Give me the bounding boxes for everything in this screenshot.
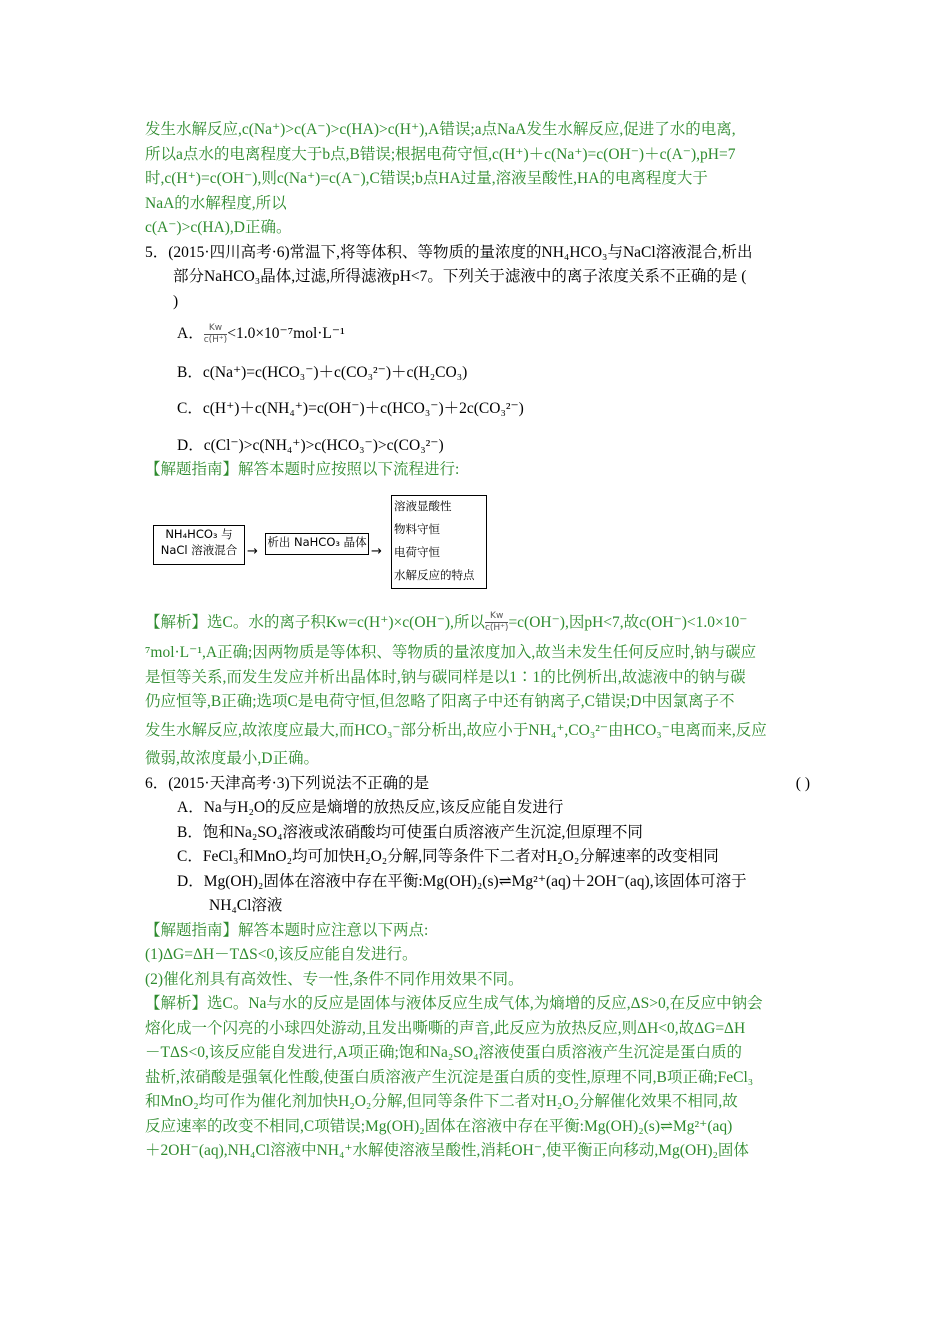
q6-guide [145,919,810,993]
q6-stem-text: 6．(2015·天津高考·3)下列说法不正确的是 [145,774,430,792]
q5-option-a [177,322,810,347]
arrow-right-icon: → [371,543,382,559]
flow-principle: 电荷守恒 [394,544,440,559]
intro-line: 时,c(H⁺)=c(OH⁻),则c(Na⁺)=c(A⁻),C错误;b点HA过量,溶液呈酸性,HA的电离程度大于 [145,170,708,187]
q6-option-d: D．Mg(OH)₂固体在溶液中存在平衡:Mg(OH)₂(s)⇌Mg²⁺(aq)＋2OH⁻(aq),该固体可溶于 [177,872,747,890]
q5-stem-line: 部分NaHCO₃晶体,过滤,所得滤液pH<7。下列关于滤液中的离子浓度关系不正确的是 ( [173,268,747,285]
flow-box-text: NH₄HCO₃ 与 [165,526,233,541]
arrow-right-icon: → [247,543,258,559]
analysis-line: 反应速率的改变不相同,C项错误;Mg(OH)₂固体在溶液中存在平衡:Mg(OH)₂(s)⇌Mg²⁺(aq) [145,1117,733,1135]
analysis-line [145,611,810,636]
intro-paragraph [145,118,810,241]
intro-line: 发生水解反应,c(Na⁺)>c(A⁻)>c(HA)>c(H⁺),A错误;a点NaA发生水解反应,促进了水的电离, [145,121,736,138]
document-page [145,118,810,1164]
analysis-text: 【解析】选C。水的离子积Kw=c(H⁺)×c(OH⁻),所以 [145,613,485,631]
intro-line: c(A⁻)>c(HA),D正确。 [145,219,292,236]
fraction-numerator: Kw [204,323,228,335]
q6-option-c: C．FeCl₃和MnO₂均可加快H₂O₂分解,同等条件下二者对H₂O₂分解速率的改变相同 [177,848,719,865]
answer-bracket: ( ) [795,774,810,792]
q5-option-c: C．c(H⁺)＋c(NH₄⁺)=c(OH⁻)＋c(HCO₃⁻)＋2c(CO₃²⁻) [177,400,524,417]
analysis-line: 是恒等关系,而发生发应并析出晶体时,钠与碳同样是以1∶1的比例析出,故滤液中的钠与碳 [145,668,746,686]
analysis-line: 熔化成一个闪亮的小球四处游动,且发出嘶嘶的声音,此反应为放热反应,则ΔH<0,故ΔG=ΔH [145,1019,746,1037]
flow-principle: 水解反应的特点 [394,567,475,582]
guide-point: (1)ΔG=ΔH－TΔS<0,该反应能自发进行。 [145,946,418,963]
question-5 [145,241,810,772]
q6-option-d-cont: NH₄Cl溶液 [209,897,283,914]
analysis-line: 【解析】选C。Na与水的反应是固体与液体反应生成气体,为熵增的反应,ΔS>0,在反应中钠会 [145,995,763,1012]
kw-fraction [485,611,509,634]
flow-box-principles [391,495,487,589]
fraction-denominator: c(H⁺) [203,334,228,345]
q6-option-b: B．饱和Na₂SO₄溶液或浓硝酸均可使蛋白质溶液产生沉淀,但原理不同 [177,823,643,841]
option-a-text: <1.0×10⁻⁷mol·L⁻¹ [227,325,345,342]
q5-analysis [145,611,810,772]
flow-principle: 溶液显酸性 [394,498,452,513]
guide-point: (2)催化剂具有高效性、专一性,条件不同作用效果不同。 [145,970,524,988]
analysis-line: ⁷mol·L⁻¹,A正确;因两物质是等体积、等物质的量浓度加入,故当未发生任何反应时,钠与碳应 [145,644,757,661]
flow-box-text: NaCl 溶液混合 [160,542,238,557]
fraction-numerator: Kw [485,611,509,623]
kw-fraction [204,323,228,346]
flow-box-mix [153,525,245,565]
fraction-denominator: c(H⁺) [484,623,509,634]
q6-stem [145,772,810,797]
q5-stem-line: 5．(2015·四川高考·6)常温下,将等体积、等物质的量浓度的NH₄HCO₃与NaCl溶液混合,析出 [145,243,753,261]
intro-line: NaA的水解程度,所以 [145,194,287,212]
q6-option-a: A．Na与H₂O的反应是熵增的放热反应,该反应能自发进行 [177,799,564,816]
option-a-label: A． [177,325,204,342]
intro-line: 所以a点水的电离程度大于b点,B错误;根据电荷守恒,c(H⁺)＋c(Na⁺)=c(OH⁻)＋c(A⁻),pH=7 [145,145,736,163]
q5-guide: 【解题指南】解答本题时应按照以下流程进行: [145,461,460,478]
analysis-line: 发生水解反应,故浓度应最大,而HCO₃⁻部分析出,故应小于NH₄⁺,CO₃²⁻由HCO₃⁻电离而来,反应 [145,721,767,739]
analysis-line: 盐析,浓硝酸是强氧化性酸,使蛋白质溶液产生沉淀是蛋白质的变性,原理不同,B项正确;FeCl₃ [145,1068,754,1086]
q5-stem-line: ) [173,292,179,310]
analysis-text: =c(OH⁻),因pH<7,故c(OH⁻)<1.0×10⁻ [508,613,748,631]
flow-principle: 物料守恒 [394,521,440,536]
q5-option-d: D．c(Cl⁻)>c(NH₄⁺)>c(HCO₃⁻)>c(CO₃²⁻) [177,436,444,454]
q5-option-b: B．c(Na⁺)=c(HCO₃⁻)＋c(CO₃²⁻)＋c(H₂CO₃) [177,363,468,381]
question-6 [145,772,810,1164]
guide-heading: 【解题指南】解答本题时应注意以下两点: [145,921,429,939]
analysis-line: 微弱,故浓度最小,D正确。 [145,750,319,767]
analysis-line: 仍应恒等,B正确;选项C是电荷守恒,但忽略了阳离子中还有钠离子,C错误;D中因氯离子不 [145,693,735,710]
analysis-line: －TΔS<0,该反应能自发进行,A项正确;饱和Na₂SO₄溶液使蛋白质溶液产生沉淀是蛋白质的 [145,1044,742,1061]
flow-box-crystal: 析出 NaHCO₃ 晶体 [265,533,369,555]
analysis-line: 和MnO₂均可作为催化剂加快H₂O₂分解,但同等条件下二者对H₂O₂分解催化效果不相同,故 [145,1093,738,1110]
flow-diagram [145,495,810,605]
analysis-line: ＋2OH⁻(aq),NH₄Cl溶液中NH₄⁺水解使溶液呈酸性,消耗OH⁻,使平衡正向移动,Mg(OH)₂固体 [145,1142,749,1159]
q6-analysis [145,992,810,1164]
